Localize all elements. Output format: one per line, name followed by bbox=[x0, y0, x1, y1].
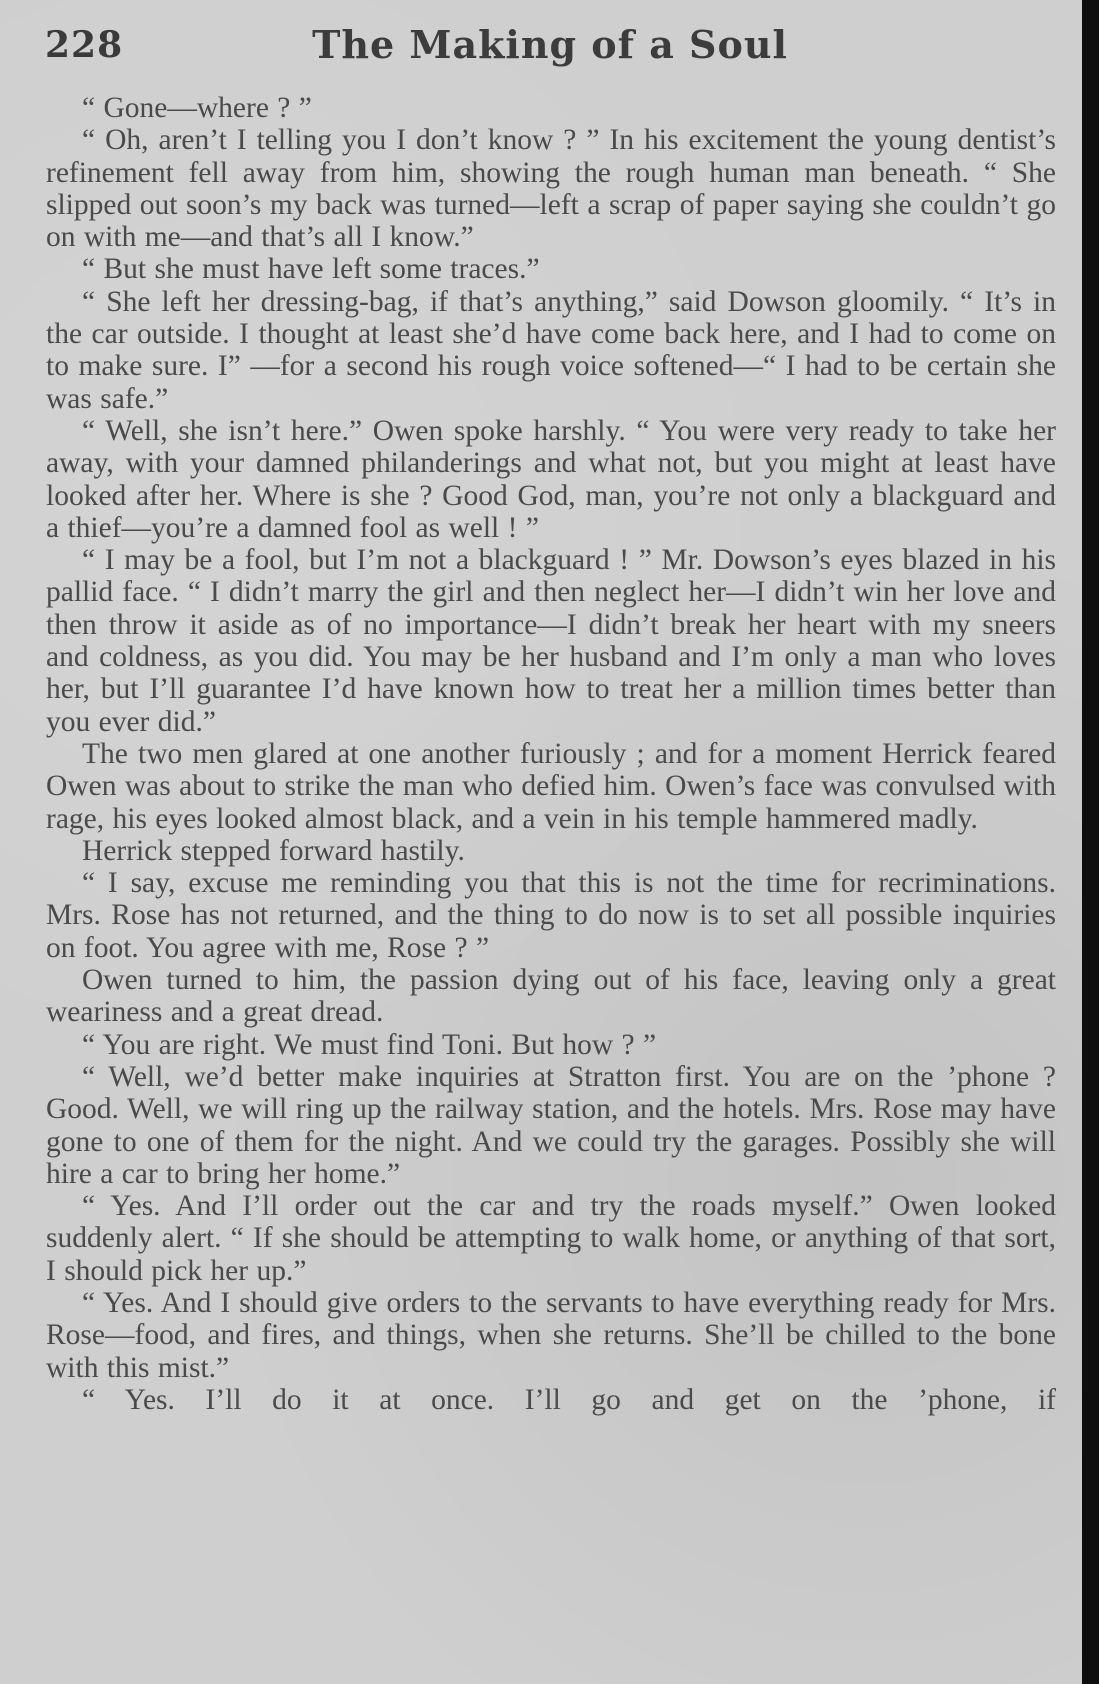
paragraph: Herrick stepped forward hastily. bbox=[82, 834, 465, 867]
running-title: The Making of a Soul bbox=[312, 22, 788, 67]
scan-edge bbox=[1082, 0, 1099, 1684]
paragraph: The two men glared at one another furiously ; and for a moment Herrick feared Owen was about to strike the man who defied him. Owen’s face was convulsed with rage, his eyes looked almost black, and a vein in his temple hammered madly. bbox=[46, 737, 1056, 835]
paragraph: “ Gone—where ? ” bbox=[82, 92, 312, 124]
page-header bbox=[45, 18, 1055, 78]
paragraph: “ Yes. And I’ll order out the car and try the roads myself.” Owen looked suddenly alert. “ If she should be attempting to walk home, or anything of that sort, I should pick her up.” bbox=[46, 1190, 1056, 1287]
paragraph: “ Yes. I’ll do it at once. I’ll go and get on the ’phone, if bbox=[82, 1383, 1056, 1416]
paragraph: “ I say, excuse me reminding you that this is not the time for recriminations. Mrs. Rose has not returned, and the thing to do now is to set all possible inquiries on foot. You agree with me, Rose ? ” bbox=[46, 867, 1056, 964]
paragraph: “ But she must have left some traces.” bbox=[82, 253, 540, 286]
paragraph: “ Yes. And I should give orders to the servants to have everything ready for Mrs. Rose—food, and fires, and things, when she returns. She’ll be chilled to the bone with this mist.” bbox=[46, 1286, 1056, 1384]
paragraph: “ Oh, aren’t I telling you I don’t know ? ” In his excitement the young dentist’s refinement fell away from him, showing the rough human man beneath. “ She slipped out soon’s my back was turned—left a scrap of paper saying she couldn’t go on with me—and that’s all I know.” bbox=[46, 124, 1056, 254]
paragraph: “ Well, she isn’t here.” Owen spoke harshly. “ You were very ready to take her away, with your damned philanderings and what not, but you might at least have looked after her. Where is she ? Good God, man, you’re not only a blackguard and a thief—you’re a damned fool as well ! ” bbox=[46, 414, 1056, 544]
paragraph: Owen turned to him, the passion dying out of his face, leaving only a great weariness and a great dread. bbox=[46, 964, 1056, 1029]
paragraph: “ I may be a fool, but I’m not a blackguard ! ” Mr. Dowson’s eyes blazed in his pallid face. “ I didn’t marry the girl and then neglect her—I didn’t win her love and then throw it aside as of no importance—I didn’t break her heart with my sneers and coldness, as you did. You may be her husband and I’m only a man who loves her, but I’ll guarantee I’d have known how to treat her a million times better than you ever did.” bbox=[46, 544, 1056, 738]
page-number: 228 bbox=[45, 24, 124, 66]
paragraph: “ You are right. We must find Toni. But how ? ” bbox=[82, 1028, 657, 1061]
body-text bbox=[46, 92, 1056, 1416]
paragraph: “ She left her dressing-bag, if that’s anything,” said Dowson gloomily. “ It’s in the car outside. I thought at least she’d have come back here, and I had to come on to make sure. I” —for a second his rough voice softened—“ I had to be certain she was safe.” bbox=[46, 285, 1056, 415]
paragraph: “ Well, we’d better make inquiries at Stratton first. You are on the ’phone ? Good. Well, we will ring up the railway station, and the hotels. Mrs. Rose may have gone to one of them for the night. And we could try the garages. Possibly she will hire a car to bring her home.” bbox=[46, 1060, 1056, 1190]
